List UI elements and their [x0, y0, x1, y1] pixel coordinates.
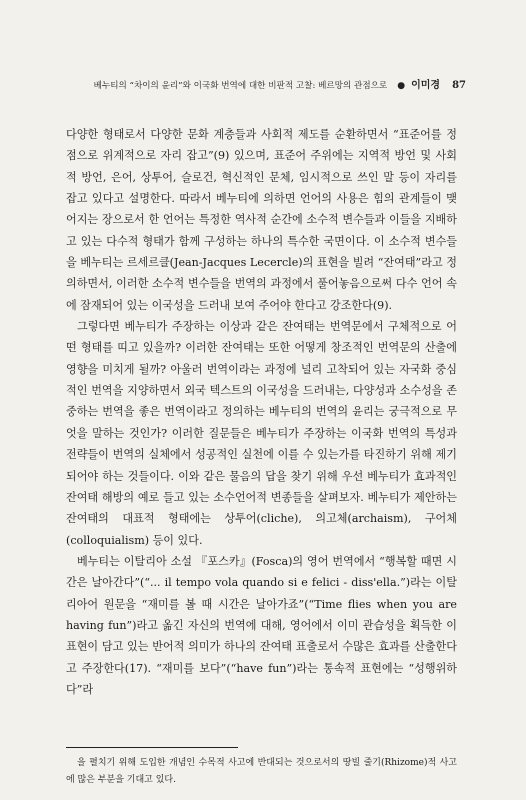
- body-text: [66, 124, 457, 700]
- footnote-divider: [66, 747, 238, 748]
- paragraph-3: 베누티는 이탈리아 소설 『포스카』(Fosca)의 영어 번역에서 “행복할 때면 시간은 날아간다”(“... il tempo vola quando si e felici - diss'ella.”)라는 이탈리아어 원문을 “재미를 볼 때 시간은 날아가죠”(“Time flies when you are having fun”)라고 옮긴 자신의 번역에 대해, 영어에서 이미 관습성을 획득한 이 표현이 담고 있는 반어적 의미가 하나의 잔여태 표출로서 수많은 효과를 산출한다고 주장한다(17). “재미를 보다”(“have fun”)라는 통속적 표현에는 “성행위하다”라: [66, 554, 457, 696]
- running-title: 베누티의 “차이의 윤리”와 이국화 번역에 대한 비판적 고찰: 베르망의 관점으로: [93, 81, 388, 91]
- footnote-text: 을 펼치기 위해 도입한 개념인 수목적 사고에 반대되는 것으로서의 땅빌 줄기(Rhizome)적 사고에 많은 부분을 기대고 있다.: [66, 758, 457, 785]
- paragraph-2: 그렇다면 베누티가 주장하는 이상과 같은 잔여태는 번역문에서 구체적으로 어떤 형태를 띠고 있을까? 이러한 잔여태는 또한 어떻게 창조적인 번역문의 산출에 영향을 미치게 될까? 아울러 번역이라는 과정에 널리 고착되어 있는 자국화 중심적인 번역을 지양하면서 외국 텍스트의 이국성을 드러내는, 다양성과 소수성을 존중하는 번역을 좋은 번역이라고 정의하는 베누티의 번역의 윤리는 궁극적으로 무엇을 말하는 것인가? 이러한 질문들은 베누티가 주장하는 이국화 번역의 특성과 전략들이 번역의 실체에서 성공적인 실천에 이를 수 있는가를 타진하기 위해 제기되어야 하는 것들이다. 이와 같은 물음의 답을 찾기 위해 우선 베누티가 효과적인 잔여태 해방의 예로 들고 있는 소수언어적 변종들을 살펴보자. 베누티가 제안하는 잔여태의 대표적 형태에는 상투어(cliche), 의고체(archaism), 구어체(colloquialism) 등이 있다.: [66, 320, 457, 547]
- header-author: 이미경: [411, 80, 441, 91]
- page-number: 87: [452, 80, 466, 91]
- running-header: [60, 80, 466, 92]
- bullet-icon: ●: [397, 81, 406, 91]
- footnote: [66, 755, 457, 789]
- paragraph-1: 다양한 형태로서 다양한 문화 계층들과 사회적 제도를 순환하면서 “표준어를 정점으로 위계적으로 자리 잡고”(9) 있으며, 표준어 주위에는 지역적 방언 및 사회적 방언, 은어, 상투어, 슬로건, 혁신적인 문체, 임시적으로 쓰인 말 등이 자리를 잡고 있다고 설명한다. 따라서 베누티에 의하면 언어의 사용은 힘의 관계들이 맺어지는 장으로서 한 언어는 특정한 역사적 순간에 소수적 변수들과 이들을 지배하고 있는 다수적 형태가 함께 구성하는 하나의 특수한 국면이다. 이 소수적 변수들을 베누티는 르세르클(Jean-Jacques Lecercle)의 표현을 빌려 “잔여태”라고 정의하면서, 이러한 소수적 변수들을 번역의 과정에서 풀어놓음으로써 다수 언어 속에 잠재되어 있는 이국성을 드러내 보여 주어야 한다고 강조한다(9).: [66, 128, 457, 312]
